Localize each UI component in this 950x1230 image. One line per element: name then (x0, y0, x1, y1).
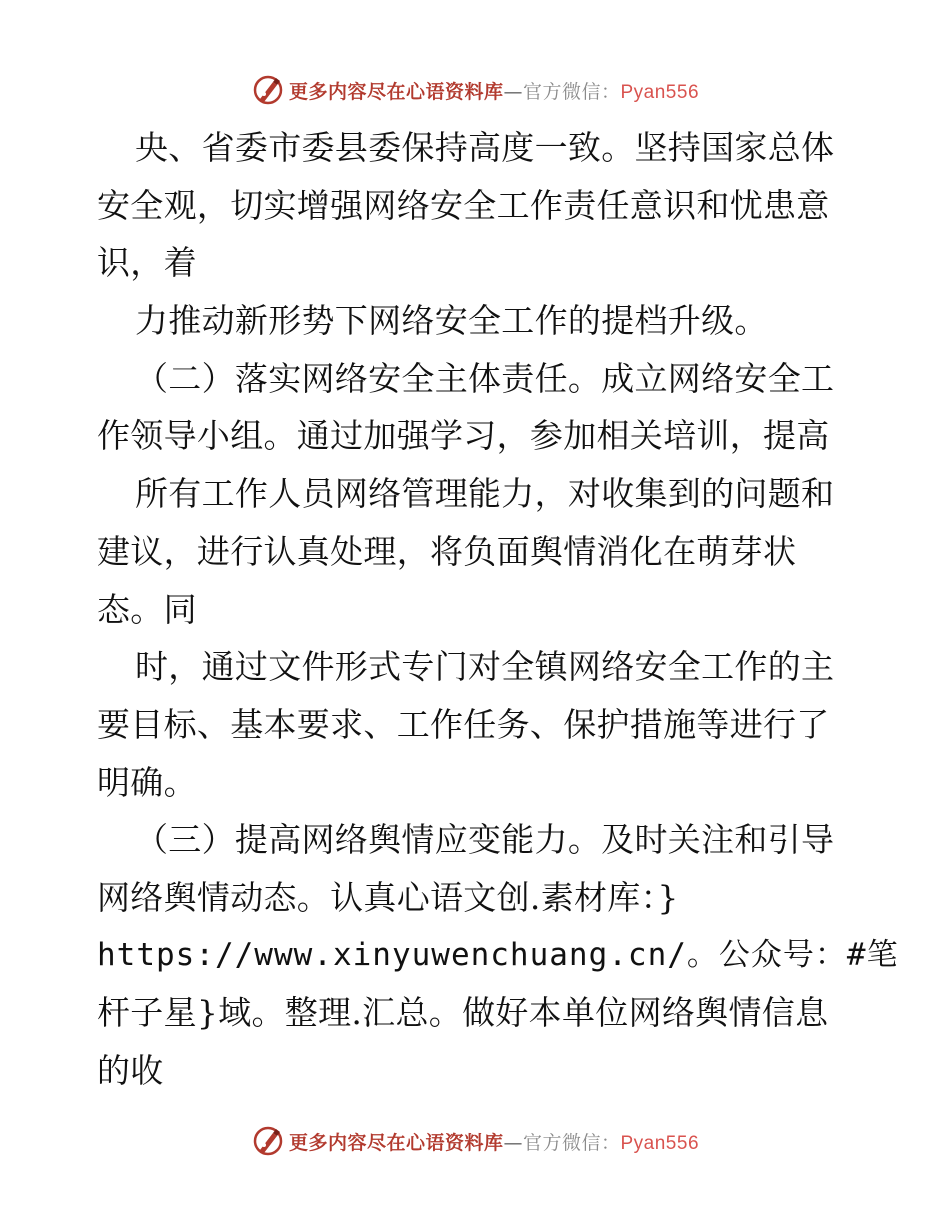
text-line: 的收 (97, 1051, 164, 1090)
text-line: 安全观，切实增强网络安全工作责任意识和忧患意 (97, 185, 830, 225)
banner-wechat-label: 官方微信： (522, 80, 621, 103)
text-line: 建议，进行认真处理，将负面舆情消化在萌芽状 (97, 531, 797, 571)
pen-logo-icon (251, 1124, 285, 1158)
banner-dash: — (503, 80, 523, 103)
banner-main-text: 更多内容尽在心语资料库 (288, 80, 504, 103)
text-line: 识，着 (97, 243, 197, 283)
text-line: 态。同 (97, 589, 197, 629)
text-line: 央、省委市委县委保持高度一致。坚持国家总体 (135, 128, 835, 167)
footer-watermark-banner (0, 1121, 950, 1161)
text-line: 作领导小组。通过加强学习，参加相关培训，提高 (97, 416, 830, 456)
text-line: （二）落实网络安全主体责任。成立网络安全工 (135, 358, 835, 398)
text-line: 所有工作人员网络管理能力，对收集到的问题和 (135, 474, 835, 514)
banner-wechat-id: Pyan556 (620, 81, 700, 103)
text-line: 明确。 (97, 762, 197, 802)
banner-wechat-label: 官方微信： (522, 1131, 621, 1154)
text-line: 时，通过文件形式专门对全镇网络安全工作的主 (135, 647, 835, 687)
text-line: 杆子星}域。整理.汇总。做好本单位网络舆情信息 (97, 993, 829, 1033)
text-line-url: https://www.xinyuwenchuang.cn/。公众号：#笔 (97, 936, 899, 973)
pen-logo-icon (251, 73, 285, 107)
text-line: 力推动新形势下网络安全工作的提档升级。 (135, 301, 768, 341)
text-line: 网络舆情动态。认真心语文创.素材库：} (97, 877, 679, 917)
header-watermark-banner (0, 70, 950, 110)
banner-main-text: 更多内容尽在心语资料库 (288, 1131, 504, 1154)
banner-wechat-id: Pyan556 (620, 1132, 700, 1154)
text-line: （三）提高网络舆情应变能力。及时关注和引导 (135, 820, 835, 860)
text-line: 要目标、基本要求、工作任务、保护措施等进行了 (97, 704, 830, 744)
document-body (97, 119, 899, 1100)
banner-dash: — (503, 1131, 523, 1154)
